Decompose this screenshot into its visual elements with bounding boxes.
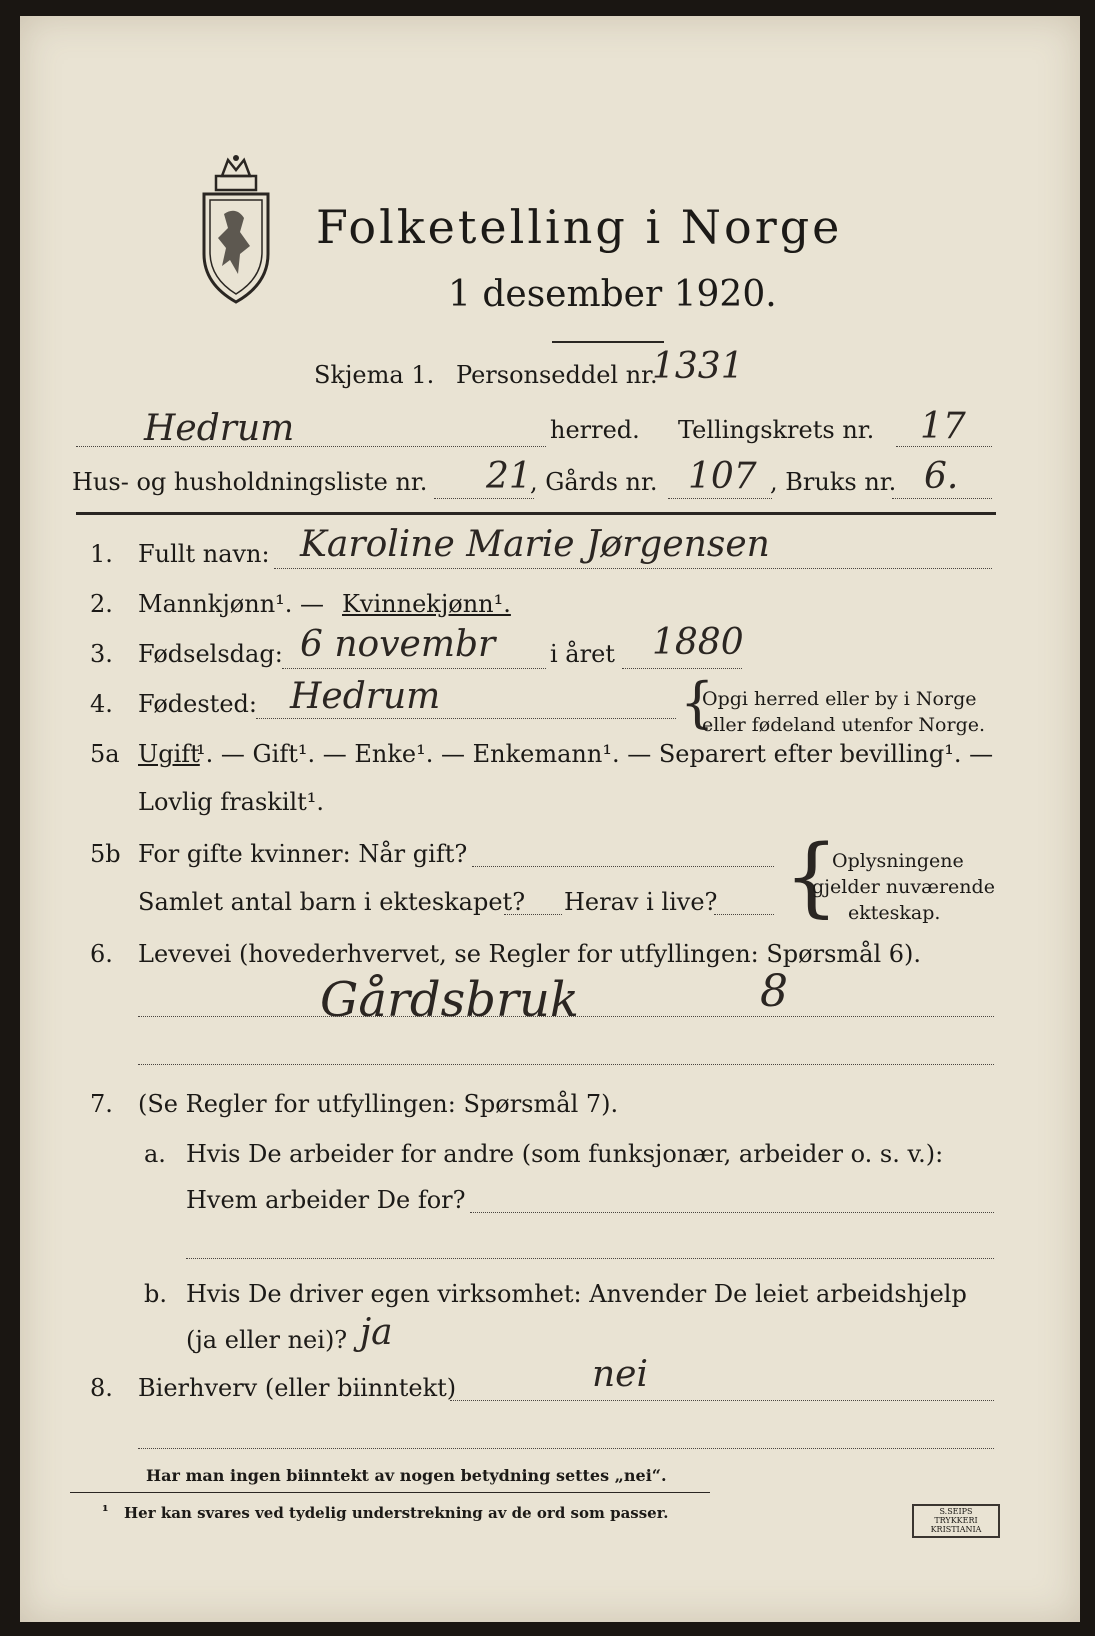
q7a-line2: Hvem arbeider De for? — [186, 1186, 466, 1214]
birth-year-field-line — [622, 668, 742, 669]
personseddel-label: Personseddel nr. — [456, 361, 658, 389]
q3-number: 3. — [90, 640, 113, 668]
q2-number: 2. — [90, 590, 113, 618]
footnote-divider — [70, 1492, 710, 1493]
footnote-text: Her kan svares ved tydelig understrekning av de ord som passer. — [124, 1504, 669, 1522]
q7b-line1: Hvis De driver egen virksomhet: Anvender De leiet arbeidshjelp — [186, 1280, 967, 1308]
hus-label: Hus- og husholdningsliste nr. — [72, 468, 428, 496]
birthplace-field-line — [256, 718, 676, 719]
q5b-number: 5b — [90, 840, 121, 868]
birth-day-field-line — [282, 668, 546, 669]
q1-number: 1. — [90, 540, 113, 568]
q1-label: Fullt navn: — [138, 540, 270, 568]
q3-label: Fødselsdag: — [138, 640, 283, 668]
bruks-field-line — [892, 498, 992, 499]
q4-note-line1: Opgi herred eller by i Norge — [702, 688, 977, 710]
hus-value[interactable]: 21 — [486, 456, 532, 497]
bruks-value[interactable]: 6. — [924, 456, 959, 497]
year-label: i året — [550, 640, 615, 668]
q5b-note1: Oplysningene — [832, 850, 964, 872]
children-field-line — [504, 914, 562, 915]
bruks-label: , Bruks nr. — [770, 468, 897, 496]
q5a-fraskilt: Lovlig fraskilt¹. — [138, 788, 325, 816]
q5b-line2b: Herav i live? — [564, 888, 718, 916]
q2-kvinnekjonn[interactable]: Kvinnekjønn¹. — [342, 590, 511, 618]
full-name-field-line — [274, 568, 992, 569]
side-income-field-line-2 — [138, 1448, 994, 1449]
q7a-letter: a. — [144, 1140, 166, 1168]
form-title: Folketelling i Norge — [316, 200, 843, 254]
side-income-value[interactable]: nei — [592, 1354, 649, 1395]
occupation-field-line-2 — [138, 1064, 994, 1065]
tellingskrets-field-line — [896, 446, 992, 447]
herred-field-line — [76, 446, 546, 447]
side-income-field-line-1 — [450, 1400, 994, 1401]
married-date-field-line — [472, 866, 774, 867]
birthplace-value[interactable]: Hedrum — [290, 676, 441, 717]
q4-label: Fødested: — [138, 690, 257, 718]
employer-field-line-2 — [186, 1258, 994, 1259]
q5b-note3: ekteskap. — [848, 902, 941, 924]
q5a-options: ¹. — Gift¹. — Enke¹. — Enkemann¹. — Separert efter bevilling¹. — — [196, 740, 994, 768]
q4-brace: { — [680, 671, 715, 734]
q7b-line2: (ja eller nei)? — [186, 1326, 348, 1354]
personseddel-value[interactable]: 1331 — [652, 346, 744, 387]
q5b-line1: For gifte kvinner: Når gift? — [138, 840, 468, 868]
tellingskrets-label: Tellingskrets nr. — [678, 416, 875, 444]
title-divider — [552, 341, 664, 343]
full-name-value[interactable]: Karoline Marie Jørgensen — [300, 524, 770, 565]
q5b-brace: { — [784, 827, 839, 927]
q7b-letter: b. — [144, 1280, 167, 1308]
q7-label: (Se Regler for utfyllingen: Spørsmål 7). — [138, 1090, 619, 1118]
footnote-mark: ¹ — [102, 1502, 109, 1520]
q6-label: Levevei (hovederhvervet, se Regler for utfyllingen: Spørsmål 6). — [138, 940, 922, 968]
q8-number: 8. — [90, 1374, 113, 1402]
coat-of-arms-icon — [198, 154, 274, 304]
census-form — [20, 16, 1080, 1622]
q5a-number: 5a — [90, 740, 120, 768]
alive-field-line — [714, 914, 774, 915]
footer-note: Har man ingen biinntekt av nogen betydning settes „nei“. — [146, 1466, 667, 1485]
q5b-note2: gjelder nuværende — [812, 876, 995, 898]
birth-year-value[interactable]: 1880 — [652, 622, 744, 663]
gards-label: , Gårds nr. — [530, 468, 658, 496]
q7a-line1: Hvis De arbeider for andre (som funksjonær, arbeider o. s. v.): — [186, 1140, 944, 1168]
hired-help-value[interactable]: ja — [360, 1312, 393, 1353]
census-date: 1 desember 1920. — [448, 274, 777, 315]
skjema-label: Skjema 1. — [314, 361, 435, 389]
herred-value[interactable]: Hedrum — [144, 408, 295, 449]
q4-note-line2: eller fødeland utenfor Norge. — [702, 714, 986, 736]
occupation-extra: 8 — [760, 966, 788, 1017]
q8-label: Bierhverv (eller biinntekt) — [138, 1374, 457, 1402]
q5b-line2a: Samlet antal barn i ekteskapet? — [138, 888, 526, 916]
q6-number: 6. — [90, 940, 113, 968]
hus-field-line — [434, 498, 534, 499]
tellingskrets-value[interactable]: 17 — [920, 406, 966, 447]
birth-day-value[interactable]: 6 novembr — [300, 624, 496, 665]
occupation-value[interactable]: Gårdsbruk — [320, 972, 579, 1028]
herred-label: herred. — [550, 416, 640, 444]
q4-number: 4. — [90, 690, 113, 718]
q5a-ugift[interactable]: Ugift — [138, 740, 200, 768]
q7-number: 7. — [90, 1090, 113, 1118]
header-divider — [76, 512, 996, 515]
gards-field-line — [668, 498, 772, 499]
q2-mannkjonn: Mannkjønn¹. — — [138, 590, 325, 618]
occupation-field-line-1 — [138, 1016, 994, 1017]
employer-field-line-1 — [470, 1212, 994, 1213]
gards-value[interactable]: 107 — [688, 456, 757, 497]
printer-stamp: S.SEIPS TRYKKERI KRISTIANIA — [912, 1504, 1000, 1538]
